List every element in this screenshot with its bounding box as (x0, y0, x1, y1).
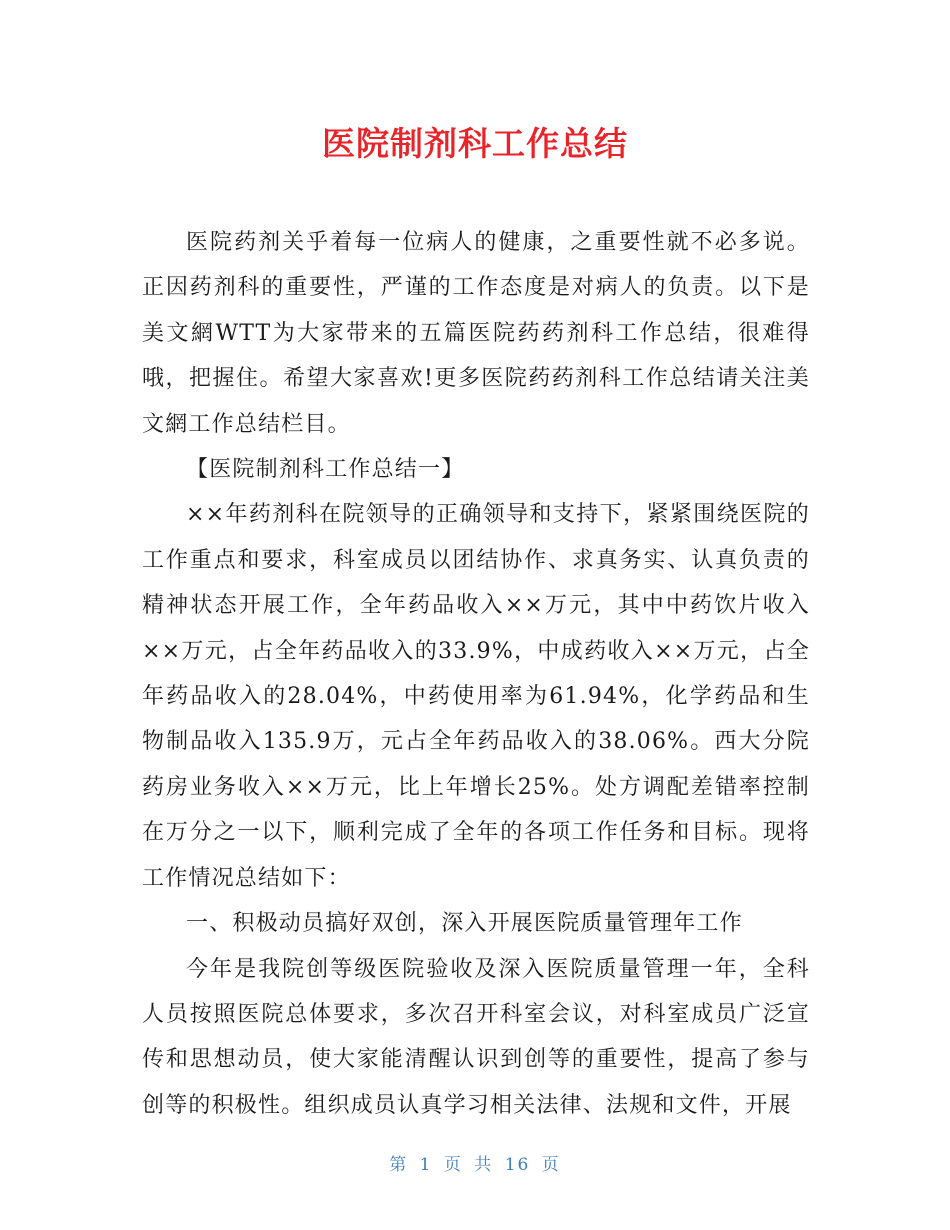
intro-paragraph: 医院药剂关乎着每一位病人的健康，之重要性就不必多说。正因药剂科的重要性，严谨的工作态度是对病人的负责。以下是美文網WTT为大家带来的五篇医院药药剂科工作总结，很难得哦，把握住。希望大家喜欢!更多医院药药剂科工作总结请关注美文網工作总结栏目。 (142, 230, 810, 437)
page-number-footer: 第 1 页 共 16 页 (389, 1155, 561, 1175)
document-title: 医院制剂科工作总结 (322, 124, 628, 163)
section-heading-1: 【医院制剂科工作总结一】 (186, 457, 465, 483)
body-paragraph: 今年是我院创等级医院验收及深入医院质量管理一年，全科人员按照医院总体要求，多次召开科室会议，对科室成员广泛宣传和思想动员，使大家能清醒认识到创等的重要性，提高了参与创等的积极性。组织成员认真学习相关法律、法规和文件，开展 (142, 956, 810, 1118)
document-body (142, 220, 810, 1128)
summary-paragraph: ××年药剂科在院领导的正确领导和支持下，紧紧围绕医院的工作重点和要求，科室成员以团结协作、求真务实、认真负责的精神状态开展工作，全年药品收入××万元，其中中药饮片收入××万元，占全年药品收入的33.9%，中成药收入××万元，占全年药品收入的28.04%，中药使用率为61.94%，化学药品和生物制品收入135.9万，元占全年药品收入的38.06%。西大分院药房业务收入××万元，比上年增长25%。处方调配差错率控制在万分之一以下，顺利完成了全年的各项工作任务和目标。现将工作情况总结如下： (142, 502, 810, 891)
subsection-heading-1: 一、积极动员搞好双创，深入开展医院质量管理年工作 (186, 911, 743, 937)
